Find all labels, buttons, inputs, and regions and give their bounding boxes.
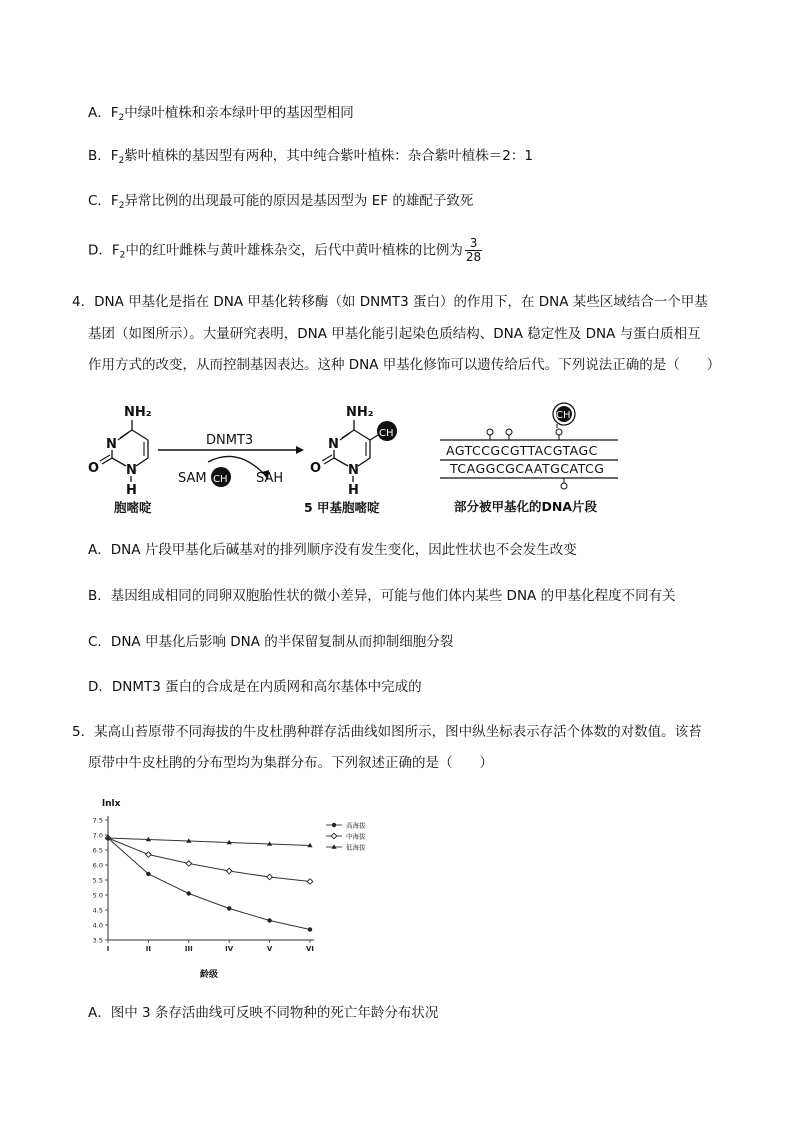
cytosine-n3: N bbox=[106, 437, 117, 452]
legend-label: 高海拔 bbox=[346, 821, 366, 830]
data-point bbox=[226, 868, 232, 874]
q4-option-d: D．DNMT3 蛋白的合成是在内质网和高尔基体中完成的 bbox=[88, 679, 422, 695]
q3-option-c-text: 异常比例的出现最可能的原因是基因型为 EF 的雄配子致死 bbox=[124, 193, 474, 209]
sam-ch3-text: CH bbox=[213, 474, 228, 485]
data-point bbox=[227, 906, 231, 910]
legend-marker bbox=[331, 844, 336, 849]
x-tick-label: VI bbox=[305, 945, 315, 953]
methylcytosine-n3: N bbox=[328, 437, 339, 452]
q4-stem-line-3: 作用方式的改变，从而控制基因表达。这种 DNA 甲基化修饰可以遗传给后代。下列说法正确的是（ ） bbox=[88, 357, 721, 373]
q3-option-d bbox=[88, 237, 482, 266]
series-1 bbox=[105, 835, 313, 884]
cytosine-o: O bbox=[88, 461, 100, 476]
y-tick-label: 7.5 bbox=[92, 816, 103, 825]
q3-option-a-prefix: A．F bbox=[88, 105, 119, 121]
methylcytosine-nh2: NH₂ bbox=[346, 405, 374, 420]
survival-curve-chart bbox=[88, 792, 388, 984]
chart-legend bbox=[326, 821, 366, 852]
sam-label: SAM bbox=[178, 471, 207, 486]
q3-option-a-text: 中绿叶植株和亲本绿叶甲的基因型相同 bbox=[124, 105, 354, 121]
q3-option-b-sub: 2 bbox=[118, 156, 125, 166]
cytosine-h: H bbox=[126, 483, 137, 498]
x-tick-label: II bbox=[145, 945, 152, 953]
cytosine-n1: N bbox=[126, 463, 137, 478]
chart-ticks bbox=[93, 817, 314, 954]
q3-option-c-prefix: C．F bbox=[88, 193, 119, 209]
q3-option-d-fraction bbox=[465, 237, 482, 264]
methylcytosine-h: H bbox=[348, 483, 359, 498]
x-tick-label: IV bbox=[225, 945, 234, 953]
y-tick-label: 6.0 bbox=[92, 861, 103, 870]
q3-option-c bbox=[88, 191, 473, 216]
fraction-denominator: 28 bbox=[465, 250, 482, 264]
dna-fragment-label: 部分被甲基化的DNA片段 bbox=[454, 499, 598, 514]
series-line bbox=[108, 838, 310, 930]
cytosine-label: 胞嘧啶 bbox=[114, 500, 152, 515]
q4-methylation-figure bbox=[88, 398, 628, 520]
cytosine-nh2: NH₂ bbox=[124, 405, 152, 420]
q3-option-a bbox=[88, 103, 354, 128]
fraction-numerator: 3 bbox=[465, 237, 482, 251]
chart-x-label: 龄级 bbox=[200, 970, 219, 980]
series-2 bbox=[105, 835, 312, 847]
y-tick-label: 4.0 bbox=[92, 921, 103, 930]
q5-stem-line-2: 原带中牛皮杜鹃的分布型均为集群分布。下列叙述正确的是（ ） bbox=[88, 755, 493, 771]
x-tick-label: III bbox=[184, 945, 193, 953]
chart-series bbox=[105, 835, 313, 932]
methyl-group-text: CH bbox=[379, 428, 394, 439]
q3-option-d-prefix: D．F bbox=[88, 242, 120, 259]
sah-label: SAH bbox=[256, 471, 284, 486]
y-tick-label: 5.5 bbox=[92, 876, 103, 885]
dna-methyl-badge-text: CH bbox=[556, 410, 571, 421]
legend-marker bbox=[331, 833, 337, 839]
cytosine-structure bbox=[88, 405, 152, 515]
enzyme-label: DNMT3 bbox=[206, 433, 254, 448]
data-point bbox=[146, 872, 150, 876]
data-point bbox=[267, 874, 273, 880]
y-tick-label: 7.0 bbox=[92, 831, 103, 840]
legend-label: 中海拔 bbox=[346, 832, 366, 841]
q3-option-d-text: 中的红叶雌株与黄叶雄株杂交，后代中黄叶植株的比例为 bbox=[125, 242, 463, 259]
series-line bbox=[108, 838, 310, 846]
data-point bbox=[187, 891, 191, 895]
dna-strand-bottom: TCAGGCGCAATGCATCG bbox=[450, 461, 605, 476]
q4-stem-line-2: 基团（如图所示）。大量研究表明，DNA 甲基化能引起染色质结构、DNA 稳定性及 DNA 与蛋白质相互 bbox=[88, 326, 701, 342]
y-tick-label: 5.0 bbox=[92, 891, 103, 900]
chart-axes bbox=[108, 816, 314, 940]
dna-fragment bbox=[440, 403, 618, 514]
data-point bbox=[146, 852, 152, 858]
x-tick-label: I bbox=[106, 945, 110, 953]
q3-option-c-sub: 2 bbox=[118, 201, 125, 211]
y-tick-label: 6.5 bbox=[92, 846, 103, 855]
data-point bbox=[267, 918, 271, 922]
q3-option-a-sub: 2 bbox=[118, 113, 125, 123]
data-point bbox=[308, 927, 312, 931]
reaction-arrow bbox=[158, 433, 304, 487]
q3-option-b bbox=[88, 146, 533, 171]
chart-y-label: lnlx bbox=[102, 799, 121, 809]
dna-strand-top: AGTCCGCGTTACGTAGC bbox=[446, 443, 598, 458]
q4-stem-line-1: 4．DNA 甲基化是指在 DNA 甲基化转移酶（如 DNMT3 蛋白）的作用下，在 DNA 某些区域结合一个甲基 bbox=[72, 294, 708, 310]
q5-stem-line-1: 5．某高山苔原带不同海拔的牛皮杜鹃种群存活曲线如图所示，图中纵坐标表示存活个体数的对数值。该苔 bbox=[72, 724, 702, 740]
methylcytosine-o: O bbox=[310, 461, 322, 476]
q3-option-b-prefix: B．F bbox=[88, 148, 119, 164]
methylcytosine-label: 5 甲基胞嘧啶 bbox=[304, 500, 380, 515]
x-tick-label: V bbox=[266, 945, 273, 953]
q4-option-a: A．DNA 片段甲基化后碱基对的排列顺序没有发生变化，因此性状也不会发生改变 bbox=[88, 542, 577, 558]
q4-option-c: C．DNA 甲基化后影响 DNA 的半保留复制从而抑制细胞分裂 bbox=[88, 634, 454, 650]
legend-marker bbox=[332, 823, 336, 827]
data-point bbox=[186, 861, 192, 867]
q4-option-b: B．基因组成相同的同卵双胞胎性状的微小差异，可能与他们体内某些 DNA 的甲基化程度不同有关 bbox=[88, 588, 676, 604]
methylcytosine-structure bbox=[304, 405, 397, 515]
q3-option-b-text: 紫叶植株的基因型有两种，其中纯合紫叶植株：杂合紫叶植株＝2：1 bbox=[124, 148, 533, 164]
q5-option-a: A．图中 3 条存活曲线可反映不同物种的死亡年龄分布状况 bbox=[88, 1005, 439, 1021]
y-tick-label: 4.5 bbox=[92, 906, 103, 915]
legend-label: 低海拔 bbox=[346, 843, 366, 852]
q3-option-d-sub: 2 bbox=[119, 250, 126, 261]
data-point bbox=[307, 879, 313, 885]
methylcytosine-n1: N bbox=[348, 463, 359, 478]
y-tick-label: 3.5 bbox=[92, 936, 103, 945]
